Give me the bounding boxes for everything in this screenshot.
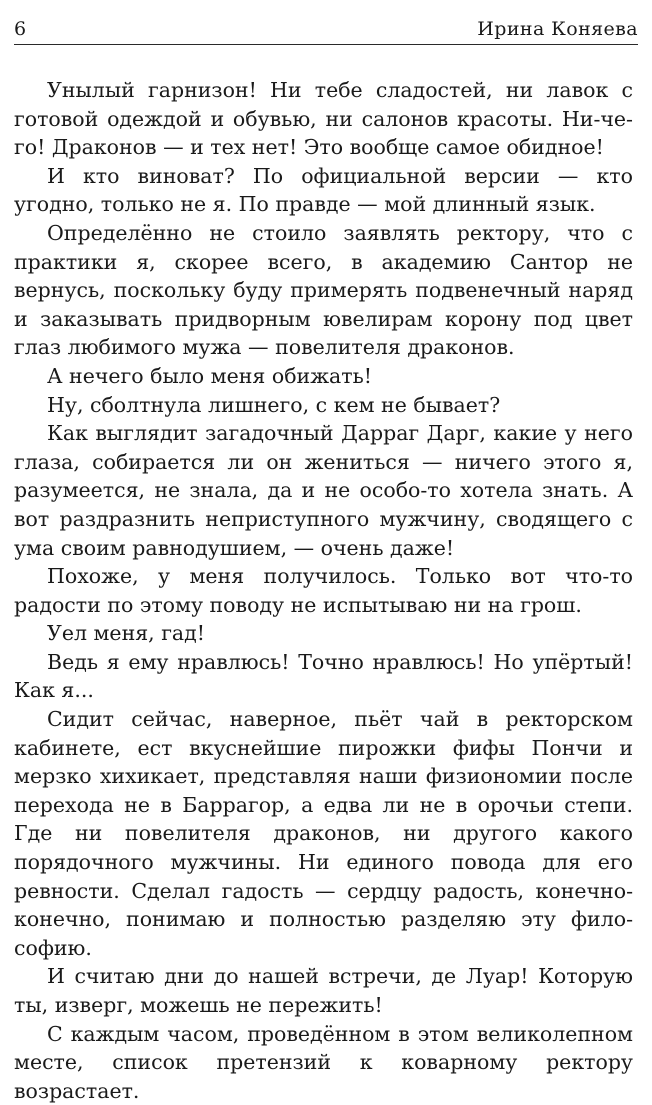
paragraph: Похоже, у меня получилось. Только вот что-то радости по этому поводу не испытываю ни на грош.	[14, 564, 633, 617]
paragraph: Унылый гарнизон! Ни тебе сладостей, ни лавок с готовой одеждой и обувью, ни салонов красоты. Ни-че-го! Драконов — и тех нет! Это вообще самое обидное!	[14, 78, 633, 160]
paragraph: Как выглядит загадочный Дарраг Дарг, какие у него глаза, собирается ли он жениться — ничего этого я, разумеется, не знала, да и не особо-то хотела знать. А вот раздразнить неприступного мужчину, сводящего с ума своим равнодушием, — очень даже!	[14, 421, 633, 560]
running-header	[14, 14, 638, 45]
paragraph: Ведь я ему нравлюсь! Точно нравлюсь! Но упёртый! Как я...	[14, 649, 633, 703]
page-number: 6	[14, 18, 27, 40]
author-name: Ирина Коняева	[477, 18, 638, 40]
paragraph: Сидит сейчас, наверное, пьёт чай в ректорском кабинете, ест вкуснейшие пирожки фифы Пончи и мерзко хихикает, представляя наши физиономии после перехода не в Баррагор, а едва ли не в орочьи степи. Где ни повелителя драконов, ни другого какого порядочного мужчины. Ни единого повода для его ревности. Сделал гадость — сердцу радость, конечно-конечно, понимаю и полностью разделяю эту философию.	[14, 707, 633, 960]
paragraph: Уел меня, гад!	[47, 621, 206, 646]
body-text	[14, 76, 633, 1105]
paragraph: С каждым часом, проведённом в этом великолепном месте, список претензий к коварному ректору возрастает.	[14, 1021, 633, 1103]
paragraph: И считаю дни до нашей встречи, де Луар! Которую ты, изверг, можешь не пережить!	[14, 964, 633, 1017]
paragraph: Ну, сболтнула лишнего, с кем не бывает?	[47, 392, 501, 417]
paragraph: А нечего было меня обижать!	[47, 363, 373, 388]
paragraph: И кто виноват? По официальной версии — кто угодно, только не я. По правде — мой длинный язык.	[14, 163, 633, 217]
paragraph: Определённо не стоило заявлять ректору, что с практики я, скорее всего, в академию Сантор не вернусь, поскольку буду примерять подвенечный наряд и заказывать придворным ювелирам корону под цвет глаз любимого мужа — повелителя драконов.	[14, 220, 633, 360]
